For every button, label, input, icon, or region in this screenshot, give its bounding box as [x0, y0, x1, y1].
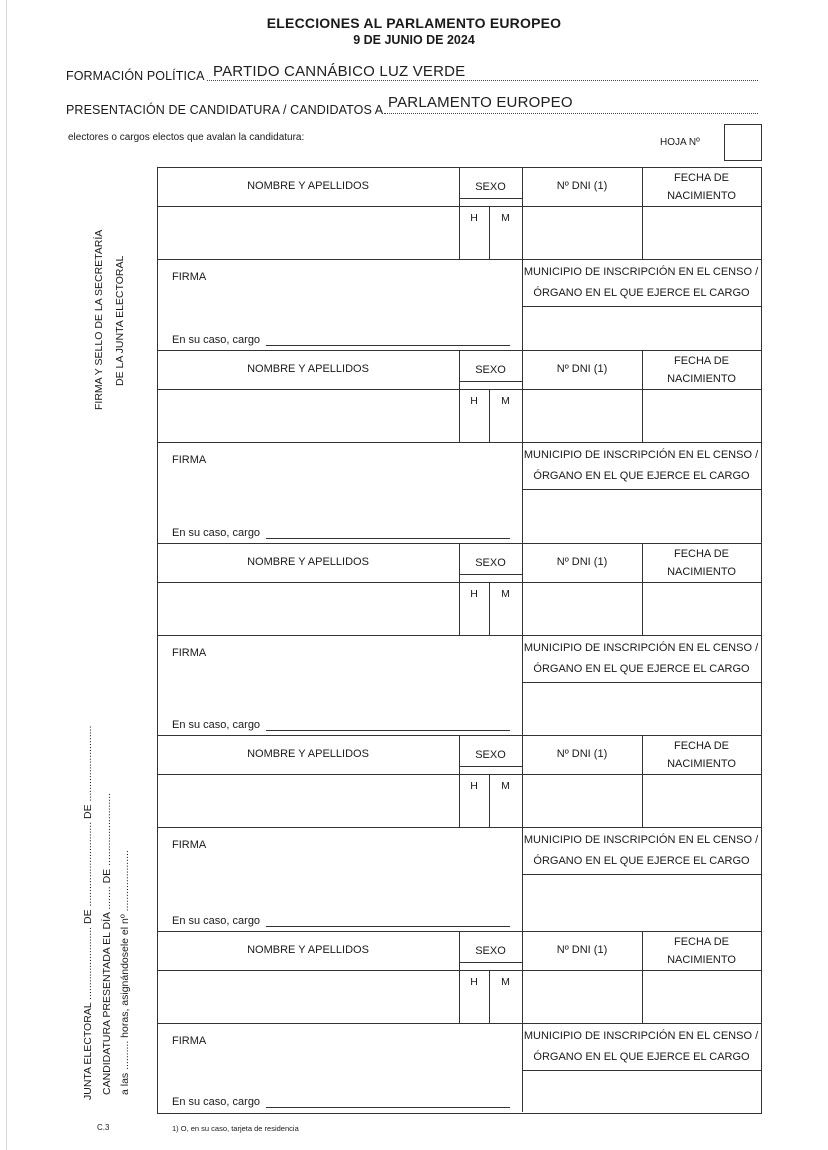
- sex-hm-line: [459, 574, 522, 575]
- name-field[interactable]: [158, 971, 458, 1022]
- signature-field[interactable]: [158, 289, 520, 320]
- sex-m-checkbox[interactable]: [490, 234, 521, 258]
- sex-h-checkbox[interactable]: [460, 234, 488, 258]
- data-row-bottom-line: [157, 442, 761, 443]
- page-title: ELECCIONES AL PARLAMENTO EUROPEO: [266, 15, 562, 31]
- header-birth-2: NACIMIENTO: [667, 373, 736, 385]
- page-edge: [6, 0, 7, 1150]
- sex-h-label: H: [470, 588, 478, 600]
- header-dni: Nº DNI (1): [556, 180, 608, 192]
- municipio-label-1: MUNICIPIO DE INSCRIPCIÓN EN EL CENSO /: [523, 266, 759, 278]
- birth-date-field[interactable]: [643, 583, 760, 634]
- party-label: FORMACIÓN POLÍTICA: [66, 69, 205, 83]
- candidatura-fecha-field[interactable]: CANDIDATURA PRESENTADA EL DÍA ........ DE .........................: [101, 792, 113, 1095]
- header-dni: Nº DNI (1): [556, 748, 608, 760]
- horas-numero-field[interactable]: a las .......... horas, asignándosele el nº .....................: [119, 850, 131, 1095]
- sheet-label: HOJA Nº: [660, 137, 700, 148]
- cargo-line[interactable]: [266, 926, 510, 927]
- sex-h-label: H: [470, 212, 478, 224]
- header-birth-2: NACIMIENTO: [667, 190, 736, 202]
- sex-m-label: M: [501, 588, 510, 600]
- header-dni: Nº DNI (1): [556, 944, 608, 956]
- header-sex: SEXO: [475, 557, 506, 569]
- cargo-label: En su caso, cargo: [172, 1096, 261, 1108]
- sex-m-label: M: [501, 395, 510, 407]
- header-birth-1: FECHA DE: [673, 740, 729, 752]
- municipio-label-2: ÓRGANO EN EL QUE EJERCE EL CARGO: [533, 855, 750, 867]
- form-code: C.3: [97, 1123, 110, 1132]
- header-sex: SEXO: [475, 181, 506, 193]
- header-birth-1: FECHA DE: [673, 936, 729, 948]
- header-birth-2: NACIMIENTO: [667, 758, 736, 770]
- dni-field[interactable]: [523, 390, 641, 441]
- dni-field[interactable]: [523, 775, 641, 826]
- sex-m-checkbox[interactable]: [490, 802, 521, 826]
- secretaria-stamp-label-1: FIRMA Y SELLO DE LA SECRETARÍA: [93, 229, 105, 410]
- header-birth-1: FECHA DE: [673, 355, 729, 367]
- header-dni: Nº DNI (1): [556, 556, 608, 568]
- municipio-field[interactable]: [523, 1071, 760, 1111]
- municipio-field[interactable]: [523, 307, 760, 349]
- header-sex: SEXO: [475, 749, 506, 761]
- dni-field[interactable]: [523, 583, 641, 634]
- header-birth-1: FECHA DE: [673, 548, 729, 560]
- header-dni: Nº DNI (1): [556, 363, 608, 375]
- municipio-label-1: MUNICIPIO DE INSCRIPCIÓN EN EL CENSO /: [523, 1030, 759, 1042]
- sex-m-checkbox[interactable]: [490, 998, 521, 1022]
- header-name: NOMBRE Y APELLIDOS: [247, 748, 369, 760]
- sex-m-label: M: [501, 976, 510, 988]
- municipio-label-2: ÓRGANO EN EL QUE EJERCE EL CARGO: [533, 1051, 750, 1063]
- name-field[interactable]: [158, 207, 458, 258]
- municipio-label-2: ÓRGANO EN EL QUE EJERCE EL CARGO: [533, 470, 750, 482]
- municipio-field[interactable]: [523, 875, 760, 930]
- candidacy-label: PRESENTACIÓN DE CANDIDATURA / CANDIDATOS A: [66, 103, 384, 117]
- municipio-field[interactable]: [523, 683, 760, 734]
- sex-h-label: H: [470, 780, 478, 792]
- cargo-label: En su caso, cargo: [172, 334, 261, 346]
- municipio-label-1: MUNICIPIO DE INSCRIPCIÓN EN EL CENSO /: [523, 449, 759, 461]
- dni-field[interactable]: [523, 971, 641, 1022]
- signature-label: FIRMA: [172, 647, 207, 659]
- signature-label: FIRMA: [172, 271, 207, 283]
- header-name: NOMBRE Y APELLIDOS: [247, 556, 369, 568]
- header-name: NOMBRE Y APELLIDOS: [247, 180, 369, 192]
- data-row-bottom-line: [157, 259, 761, 260]
- signature-field[interactable]: [158, 1053, 520, 1082]
- birth-date-field[interactable]: [643, 971, 760, 1022]
- header-birth-2: NACIMIENTO: [667, 954, 736, 966]
- sex-h-label: H: [470, 976, 478, 988]
- cargo-label: En su caso, cargo: [172, 527, 261, 539]
- cargo-line[interactable]: [266, 730, 510, 731]
- data-row-bottom-line: [157, 635, 761, 636]
- sex-hm-line: [459, 766, 522, 767]
- sheet-number-box[interactable]: [724, 124, 762, 161]
- footnote: 1) O, en su caso, tarjeta de residencia: [172, 1124, 299, 1133]
- data-row-bottom-line: [157, 1023, 761, 1024]
- junta-electoral-field[interactable]: JUNTA ELECTORAL ......................... DE ............................. DE ..........................: [82, 725, 94, 1100]
- header-name: NOMBRE Y APELLIDOS: [247, 944, 369, 956]
- electors-note: electores o cargos electos que avalan la candidatura:: [68, 132, 305, 143]
- municipio-label-1: MUNICIPIO DE INSCRIPCIÓN EN EL CENSO /: [523, 834, 759, 846]
- birth-date-field[interactable]: [643, 207, 760, 258]
- name-field[interactable]: [158, 775, 458, 826]
- signature-field[interactable]: [158, 857, 520, 901]
- candidacy-dotline: [384, 113, 758, 114]
- cargo-line[interactable]: [266, 538, 510, 539]
- signature-field[interactable]: [158, 665, 520, 705]
- sex-m-label: M: [501, 780, 510, 792]
- municipio-label-1: MUNICIPIO DE INSCRIPCIÓN EN EL CENSO /: [523, 642, 759, 654]
- birth-date-field[interactable]: [643, 390, 760, 441]
- sex-hm-line: [459, 198, 522, 199]
- sex-h-checkbox[interactable]: [460, 802, 488, 826]
- sex-h-label: H: [470, 395, 478, 407]
- sex-m-checkbox[interactable]: [490, 417, 521, 441]
- signature-label: FIRMA: [172, 454, 207, 466]
- election-date: 9 DE JUNIO DE 2024: [353, 33, 475, 47]
- birth-date-field[interactable]: [643, 775, 760, 826]
- municipio-field[interactable]: [523, 490, 760, 542]
- sex-h-checkbox[interactable]: [460, 417, 488, 441]
- signature-label: FIRMA: [172, 1035, 207, 1047]
- name-field[interactable]: [158, 583, 458, 634]
- cargo-line[interactable]: [266, 345, 510, 346]
- sex-hm-line: [459, 962, 522, 963]
- header-name: NOMBRE Y APELLIDOS: [247, 363, 369, 375]
- signature-label: FIRMA: [172, 839, 207, 851]
- candidacy-value[interactable]: PARLAMENTO EUROPEO: [388, 94, 573, 111]
- party-value[interactable]: PARTIDO CANNÁBICO LUZ VERDE: [213, 63, 466, 80]
- name-field[interactable]: [158, 390, 458, 441]
- sex-h-checkbox[interactable]: [460, 998, 488, 1022]
- sex-m-checkbox[interactable]: [490, 610, 521, 634]
- signature-field[interactable]: [158, 472, 520, 513]
- cargo-line[interactable]: [266, 1107, 510, 1108]
- municipio-label-2: ÓRGANO EN EL QUE EJERCE EL CARGO: [533, 287, 750, 299]
- header-sex: SEXO: [475, 364, 506, 376]
- municipio-label-2: ÓRGANO EN EL QUE EJERCE EL CARGO: [533, 663, 750, 675]
- header-birth-2: NACIMIENTO: [667, 566, 736, 578]
- header-sex: SEXO: [475, 945, 506, 957]
- sex-hm-line: [459, 381, 522, 382]
- dni-field[interactable]: [523, 207, 641, 258]
- secretaria-stamp-label-2: DE LA JUNTA ELECTORAL: [114, 255, 126, 386]
- cargo-label: En su caso, cargo: [172, 719, 261, 731]
- sex-h-checkbox[interactable]: [460, 610, 488, 634]
- data-row-bottom-line: [157, 827, 761, 828]
- sex-m-label: M: [501, 212, 510, 224]
- header-birth-1: FECHA DE: [673, 172, 729, 184]
- cargo-label: En su caso, cargo: [172, 915, 261, 927]
- party-dotline: [207, 80, 758, 81]
